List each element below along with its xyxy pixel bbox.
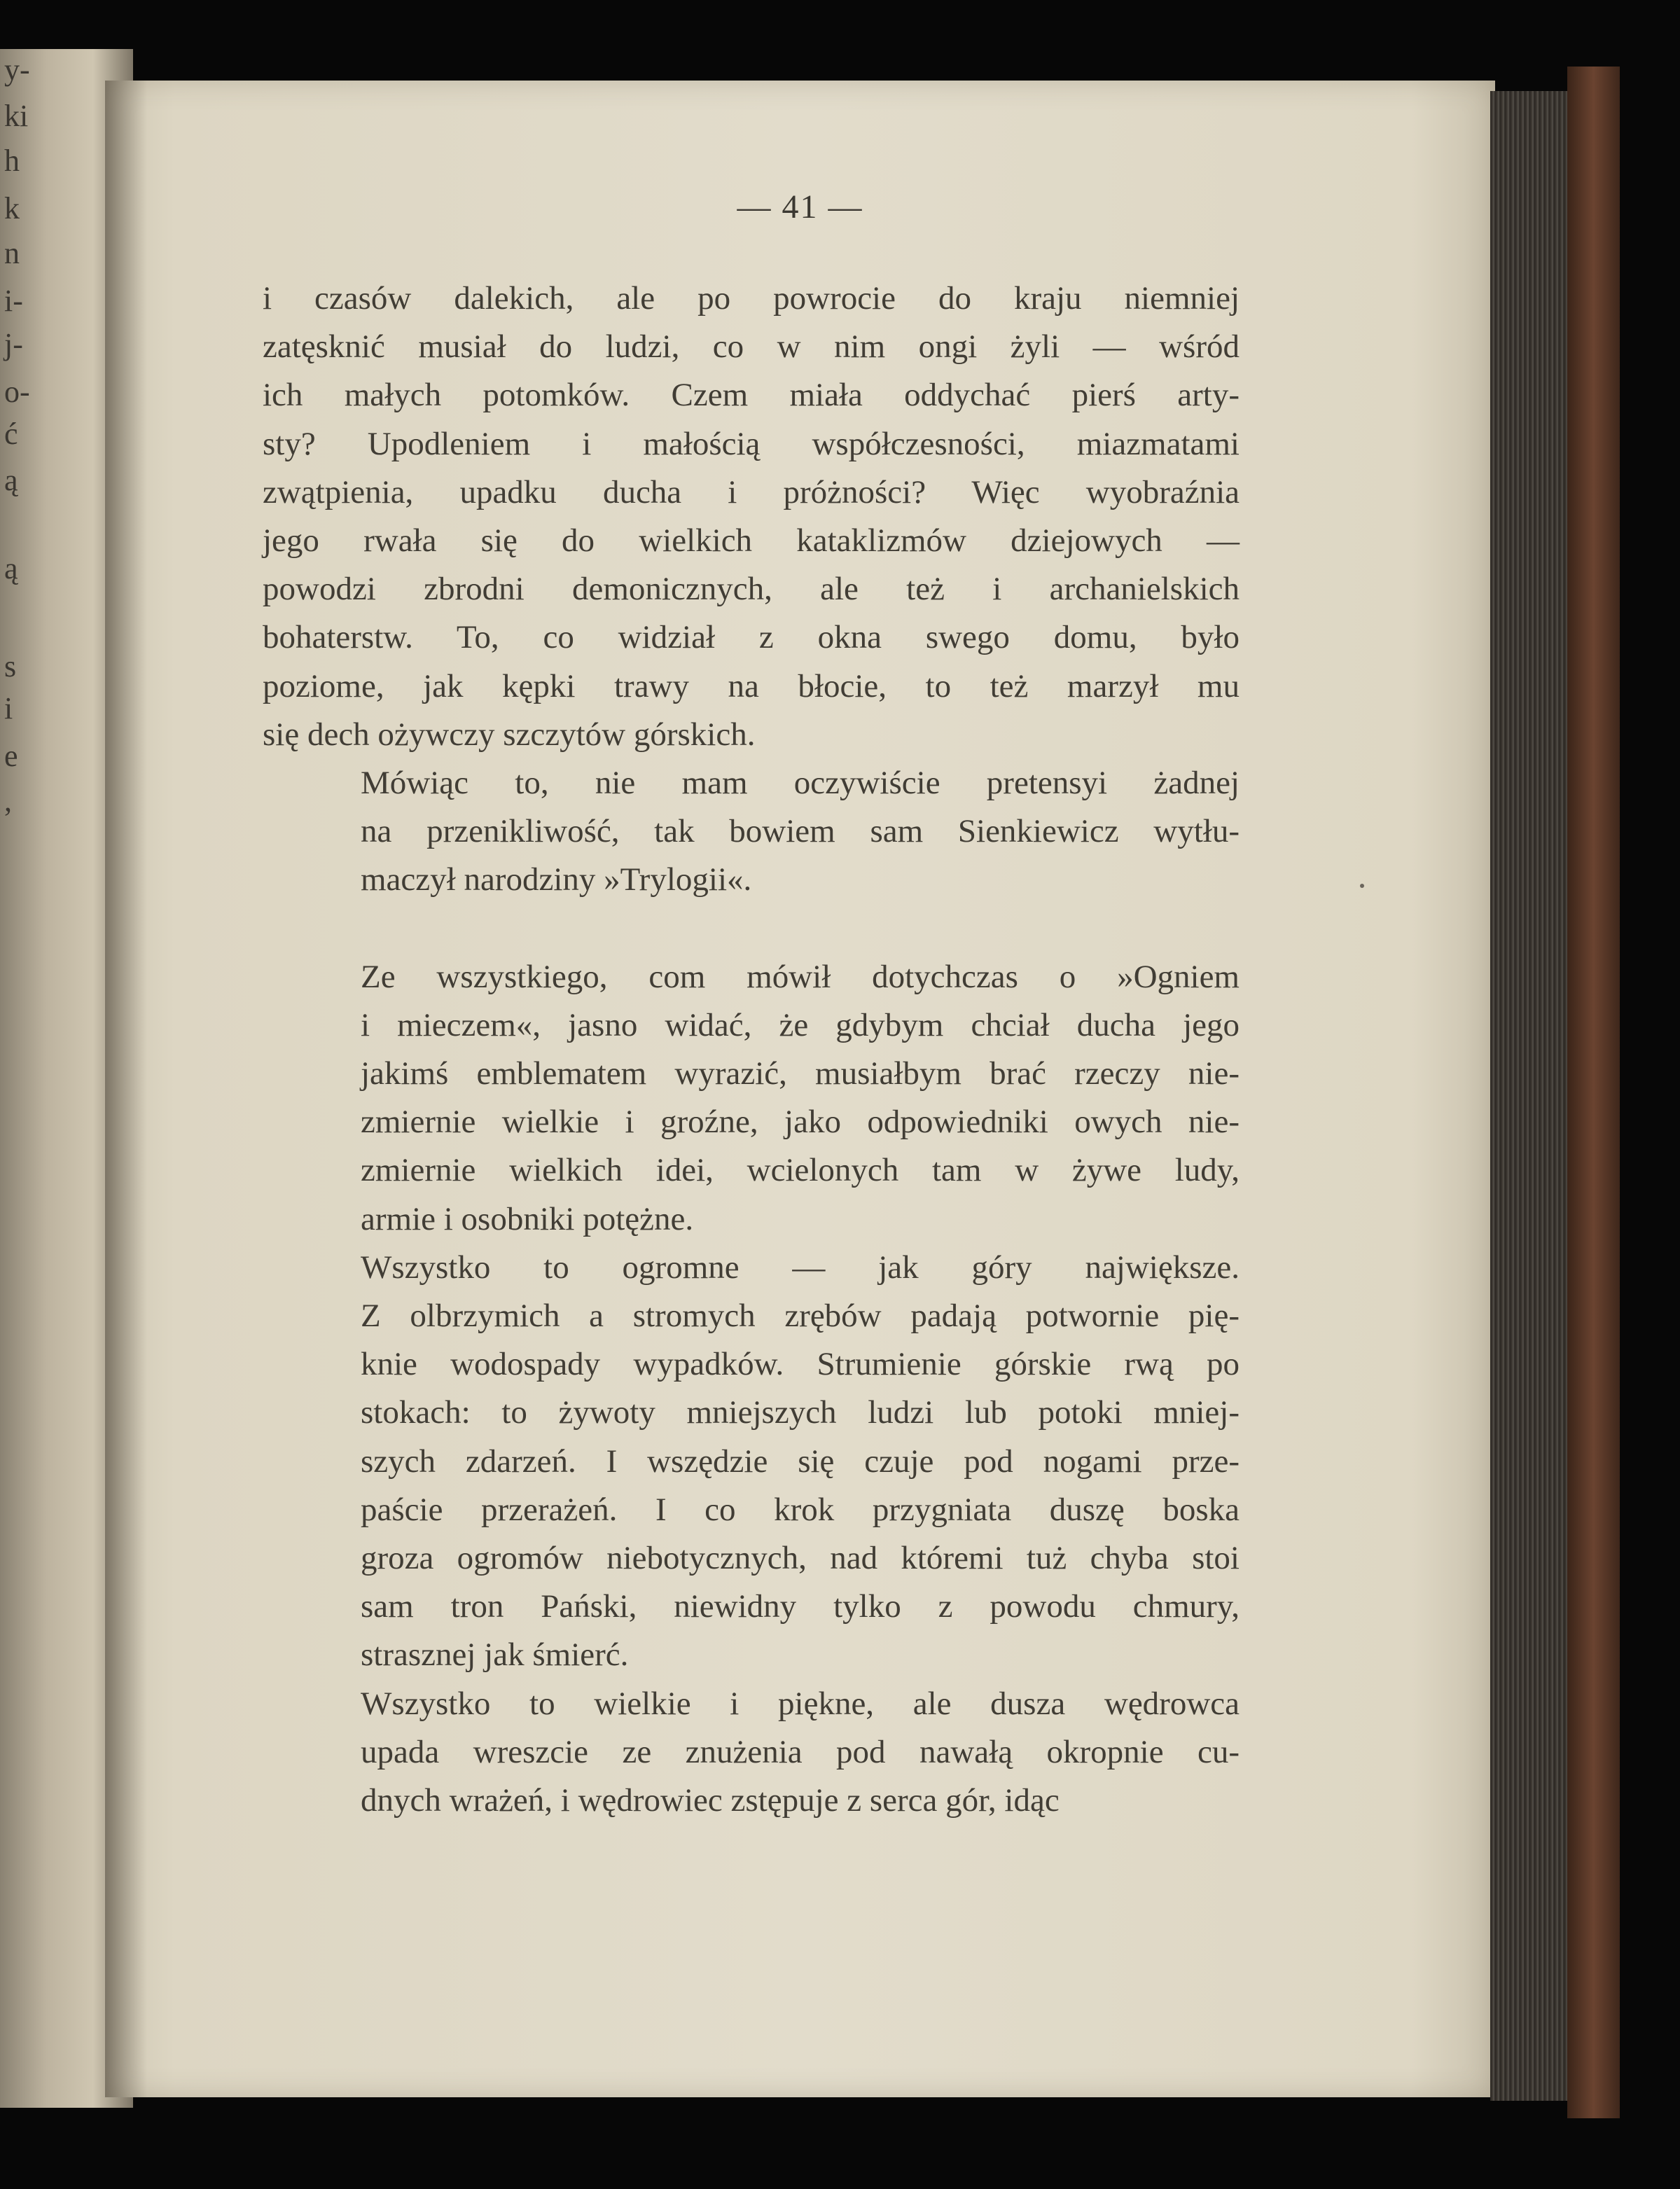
text-line: jego rwała się do wielkich kataklizmów dziejowych — — [263, 522, 1240, 560]
left-page-text-fragment: o- — [4, 375, 30, 409]
text-line: szych zdarzeń. I wszędzie się czuje pod nogami prze- — [361, 1443, 1240, 1480]
paragraph — [263, 953, 1240, 1244]
left-page-text-fragment: j- — [4, 327, 23, 361]
paragraph — [263, 759, 1240, 905]
left-page-text-fragment: s — [4, 649, 17, 683]
left-page-text-fragment: i — [4, 691, 13, 725]
text-line: Mówiąc to, nie mam oczywiście pretensyi żadnej — [361, 765, 1240, 802]
text-line: bohaterstw. To, co widział z okna swego domu, było — [263, 619, 1240, 656]
left-page-text-fragment: ą — [4, 463, 18, 497]
left-page-text-fragment: y- — [4, 53, 30, 87]
text-line: na przenikliwość, tak bowiem sam Sienkiewicz wytłu- — [361, 813, 1240, 850]
text-line: zmiernie wielkich idei, wcielonych tam w żywe ludy, — [361, 1152, 1240, 1189]
text-line: i czasów dalekich, ale po powrocie do kraju niemniej — [263, 280, 1240, 317]
text-line: Wszystko to ogromne — jak góry największe. — [361, 1249, 1240, 1286]
text-line: stokach: to żywoty mniejszych ludzi lub potoki mniej- — [361, 1394, 1240, 1431]
text-line: zmiernie wielkie i groźne, jako odpowiedniki owych nie- — [361, 1104, 1240, 1141]
paper-speck — [1360, 884, 1364, 888]
left-page-text-fragment: i- — [4, 284, 23, 318]
text-line: i mieczem«, jasno widać, że gdybym chciał ducha jego — [361, 1006, 1240, 1043]
text-line: sam tron Pański, niewidny tylko z powodu chmury, — [361, 1588, 1240, 1625]
text-line: groza ogromów niebotycznych, nad któremi tuż chyba stoi — [361, 1540, 1240, 1577]
left-page-text-fragment: e — [4, 739, 18, 773]
text-line: armie i osobniki potężne. — [361, 1200, 694, 1237]
paragraph — [263, 275, 1240, 759]
left-page-text-fragment: h — [4, 144, 20, 178]
paragraph — [263, 1244, 1240, 1680]
left-page-text-fragment: k — [4, 191, 20, 225]
text-line: ich małych potomków. Czem miała oddychać pierś arty- — [263, 377, 1240, 414]
text-line: dnych wrażeń, i wędrowiec zstępuje z serca gór, idąc — [361, 1782, 1060, 1819]
text-line: upada wreszcie ze znużenia pod nawałą okropnie cu- — [361, 1733, 1240, 1770]
text-line: Ze wszystkiego, com mówił dotychczas o »Ogniem — [361, 958, 1240, 995]
left-page-text-fragment: , — [4, 784, 12, 818]
left-page-text-fragment: ki — [4, 99, 29, 133]
text-line: sty? Upodleniem i małością współczesności, miazmatami — [263, 425, 1240, 462]
text-line: knie wodospady wypadków. Strumienie górskie rwą po — [361, 1346, 1240, 1383]
text-line: paście przerażeń. I co krok przygniata duszę boska — [361, 1491, 1240, 1528]
text-line: się dech ożywczy szczytów górskich. — [263, 716, 756, 753]
book-cover-edge — [1567, 67, 1620, 2118]
left-page-text-fragment: ą — [4, 551, 18, 585]
left-page-text-fragment: n — [4, 236, 20, 270]
text-line: zatęsknić musiał do ludzi, co w nim ongi żyli — wśród — [263, 328, 1240, 366]
text-line: Z olbrzymich a stromych zrębów padają potwornie pię- — [361, 1298, 1240, 1335]
page-number: — 41 — — [737, 188, 863, 225]
body-text — [263, 275, 1240, 1825]
text-line: powodzi zbrodni demonicznych, ale też i archanielskich — [263, 571, 1240, 608]
text-line: poziome, jak kępki trawy na błocie, to też marzył mu — [263, 667, 1240, 704]
text-line: zwątpienia, upadku ducha i próżności? Więc wyobraźnia — [263, 473, 1240, 510]
page-edges — [1490, 91, 1567, 2101]
text-line: maczył narodziny »Trylogii«. — [361, 861, 752, 898]
page-gutter-shadow — [105, 81, 147, 2097]
text-line: Wszystko to wielkie i piękne, ale dusza wędrowca — [361, 1685, 1240, 1722]
paragraph — [263, 1680, 1240, 1826]
text-line: strasznej jak śmierć. — [361, 1636, 629, 1674]
text-line: jakimś emblematem wyrazić, musiałbym brać rzeczy nie- — [361, 1055, 1240, 1092]
left-page-text-fragment: ć — [4, 417, 18, 451]
